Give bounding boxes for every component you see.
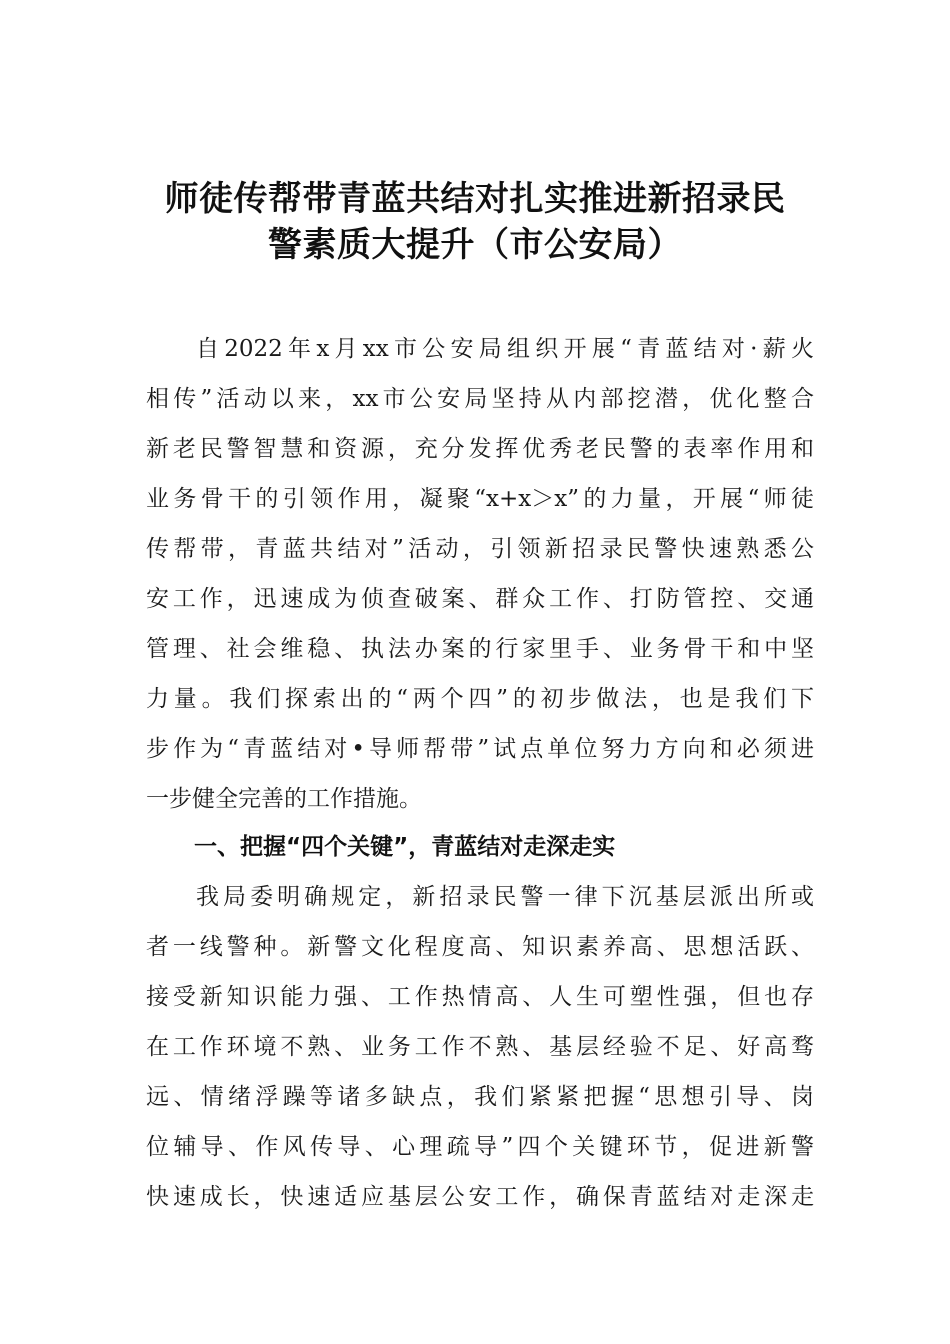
intro-paragraph-line: 自2022年x月xx市公安局组织开展“青蓝结对·薪火 <box>196 336 814 362</box>
section-heading: 一、把握“四个关键”，青蓝结对走深走实 <box>194 834 616 860</box>
intro-paragraph-line: 相传”活动以来，xx市公安局坚持从内部挖潜，优化整合 <box>146 386 814 412</box>
section-paragraph-line: 接受新知识能力强、工作热情高、人生可塑性强，但也存 <box>146 984 814 1010</box>
document-title-line-2: 警素质大提升（市公安局） <box>268 225 682 265</box>
intro-paragraph-line: 业务骨干的引领作用，凝聚“x+x＞x”的力量，开展“师徒 <box>146 486 814 512</box>
section-paragraph-line: 远、情绪浮躁等诸多缺点，我们紧紧把握“思想引导、岗 <box>146 1084 814 1110</box>
section-paragraph-line: 者一线警种。新警文化程度高、知识素养高、思想活跃、 <box>146 934 814 960</box>
intro-paragraph-line: 力量。我们探索出的“两个四”的初步做法，也是我们下 <box>146 686 814 712</box>
intro-paragraph-line: 步作为“青蓝结对•导师帮带”试点单位努力方向和必须进 <box>146 736 814 762</box>
section-paragraph-line: 在工作环境不熟、业务工作不熟、基层经验不足、好高骛 <box>146 1034 814 1060</box>
section-paragraph-line: 快速成长，快速适应基层公安工作，确保青蓝结对走深走 <box>146 1184 814 1210</box>
intro-paragraph-line: 管理、社会维稳、执法办案的行家里手、业务骨干和中坚 <box>146 636 814 662</box>
intro-paragraph-line: 传帮带，青蓝共结对”活动，引领新招录民警快速熟悉公 <box>146 536 814 562</box>
document-title-line-1: 师徒传帮带青蓝共结对扎实推进新招录民 <box>164 179 786 219</box>
intro-paragraph-line: 新老民警智慧和资源，充分发挥优秀老民警的表率作用和 <box>146 436 814 462</box>
intro-paragraph-line: 一步健全完善的工作措施。 <box>146 786 422 812</box>
section-paragraph-line: 位辅导、作风传导、心理疏导”四个关键环节，促进新警 <box>146 1134 814 1160</box>
intro-paragraph-line: 安工作，迅速成为侦查破案、群众工作、打防管控、交通 <box>146 586 814 612</box>
section-paragraph-line: 我局委明确规定，新招录民警一律下沉基层派出所或 <box>196 884 814 910</box>
